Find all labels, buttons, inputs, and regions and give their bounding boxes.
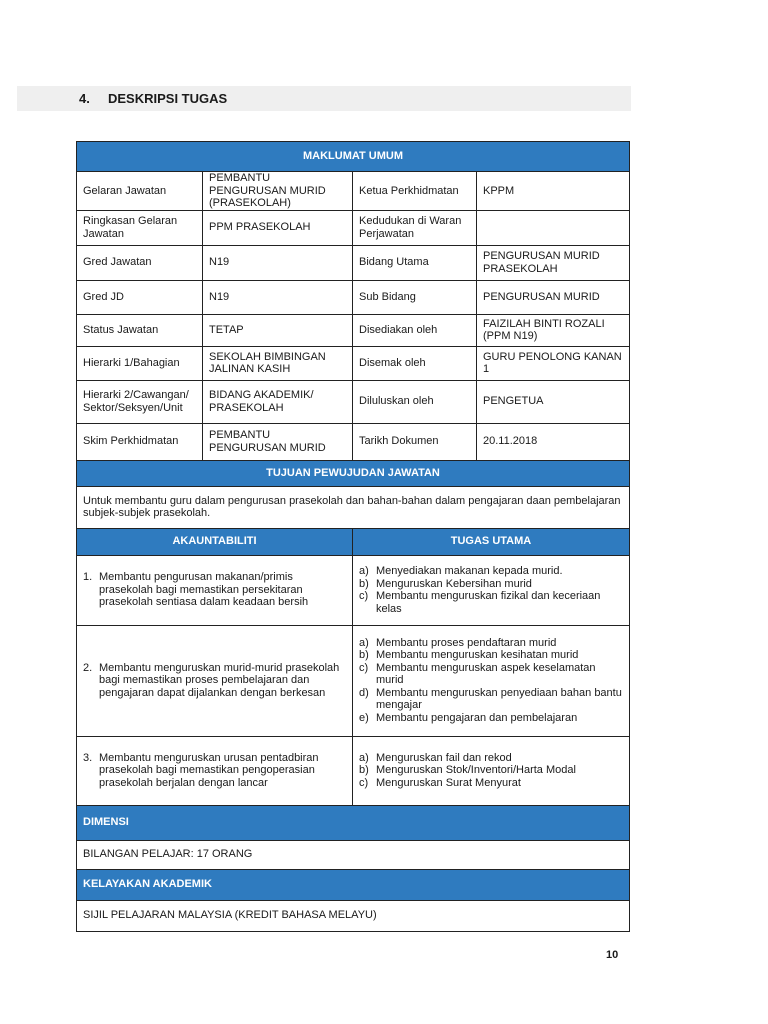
info-row (77, 280, 630, 314)
task-marker: a) (359, 636, 369, 649)
info-label: Ketua Perkhidmatan (353, 172, 477, 211)
info-value: PENGETUA (477, 380, 630, 423)
info-value: KPPM (477, 172, 630, 211)
job-description-table (76, 141, 630, 932)
task-marker: b) (359, 764, 369, 777)
tujuan-text: Untuk membantu guru dalam pengurusan prasekolah dan bahan-bahan dalam pengajaran daan pembelajaran subjek-subjek prasekolah. (77, 486, 630, 528)
task-text: Membantu menguruskan kesihatan murid (376, 649, 579, 662)
info-value: PENGURUSAN MURID PRASEKOLAH (477, 245, 630, 280)
info-value: TETAP (203, 314, 353, 346)
item-number: 1. (83, 571, 93, 584)
tugas-cell (353, 555, 630, 625)
task-text: Menguruskan fail dan rekod (376, 751, 512, 764)
task-item (359, 578, 623, 591)
akauntabiliti-item (83, 752, 346, 790)
akauntabiliti-row (77, 555, 630, 625)
info-label: Hierarki 2/Cawangan/ Sektor/Seksyen/Unit (77, 380, 203, 423)
task-item (359, 662, 623, 687)
task-marker: c) (359, 776, 369, 789)
info-row (77, 314, 630, 346)
task-item (359, 752, 623, 765)
section-title: DESKRIPSI TUGAS (108, 91, 228, 106)
akauntabiliti-item (83, 571, 346, 609)
info-label: Gred JD (77, 280, 203, 314)
info-value: 20.11.2018 (477, 423, 630, 460)
info-label: Sub Bidang (353, 280, 477, 314)
info-value: N19 (203, 245, 353, 280)
item-number: 2. (83, 661, 93, 674)
kelayakan-text: SIJIL PELAJARAN MALAYSIA (KREDIT BAHASA MELAYU) (77, 900, 630, 931)
info-row (77, 245, 630, 280)
task-text: Menyediakan makanan kepada murid. (376, 565, 563, 577)
task-marker: c) (359, 661, 369, 674)
info-label: Hierarki 1/Bahagian (77, 346, 203, 380)
item-text: Membantu menguruskan murid-murid prasekolah bagi memastikan proses pembelajaran dan pengajaran dapat dijalankan dengan berkesan (99, 661, 340, 699)
info-row (77, 210, 630, 245)
akauntabiliti-row (77, 736, 630, 805)
info-label: Ringkasan Gelaran Jawatan (77, 210, 203, 245)
task-item (359, 590, 623, 615)
info-value: FAIZILAH BINTI ROZALI (PPM N19) (477, 314, 630, 346)
info-label: Kedudukan di Waran Perjawatan (353, 210, 477, 245)
info-label: Tarikh Dokumen (353, 423, 477, 460)
tugas-cell (353, 736, 630, 805)
info-value: GURU PENOLONG KANAN 1 (477, 346, 630, 380)
task-text: Menguruskan Stok/Inventori/Harta Modal (376, 764, 576, 777)
task-text: Membantu menguruskan aspek keselamatan murid (376, 661, 596, 687)
info-label: Disemak oleh (353, 346, 477, 380)
page-number: 10 (606, 949, 619, 961)
task-item (359, 565, 623, 578)
info-label: Skim Perkhidmatan (77, 423, 203, 460)
task-text: Menguruskan Kebersihan murid (376, 577, 532, 590)
info-value: PENGURUSAN MURID (477, 280, 630, 314)
task-item (359, 687, 623, 712)
task-marker: c) (359, 590, 369, 602)
task-text: Membantu menguruskan penyediaan bahan bantu mengajar (376, 686, 622, 712)
tugas-cell (353, 625, 630, 736)
task-item (359, 637, 623, 650)
dimensi-header: DIMENSI (77, 805, 630, 840)
item-text: Membantu pengurusan makanan/primis prasekolah bagi memastikan persekitaran prasekolah sentiasa dalam keadaan bersih (99, 571, 309, 609)
item-text: Membantu menguruskan urusan pentadbiran prasekolah bagi memastikan pengoperasian prasekolah berjalan dengan lancar (99, 751, 319, 789)
task-marker: b) (359, 577, 369, 590)
maklumat-umum-header: MAKLUMAT UMUM (77, 142, 630, 172)
info-label: Status Jawatan (77, 314, 203, 346)
info-label: Gelaran Jawatan (77, 172, 203, 211)
info-value: PPM PRASEKOLAH (203, 210, 353, 245)
task-marker: b) (359, 649, 369, 662)
tugas-utama-header: TUGAS UTAMA (353, 528, 630, 555)
tujuan-header: TUJUAN PEWUJUDAN JAWATAN (77, 460, 630, 486)
task-text: Menguruskan Surat Menyurat (376, 776, 521, 789)
akauntabiliti-row (77, 625, 630, 736)
info-label: Gred Jawatan (77, 245, 203, 280)
task-text: Membantu menguruskan fizikal dan keceriaan kelas (376, 590, 601, 615)
task-marker: a) (359, 751, 369, 764)
info-value: PEMBANTU PENGURUSAN MURID (203, 423, 353, 460)
akauntabiliti-cell (77, 736, 353, 805)
task-item (359, 712, 623, 725)
task-marker: e) (359, 711, 369, 724)
info-row (77, 380, 630, 423)
task-marker: d) (359, 686, 369, 699)
info-row (77, 346, 630, 380)
task-item (359, 649, 623, 662)
info-value: BIDANG AKADEMIK/ PRASEKOLAH (203, 380, 353, 423)
info-value (477, 210, 630, 245)
info-label: Diluluskan oleh (353, 380, 477, 423)
info-row (77, 423, 630, 460)
info-row (77, 172, 630, 211)
akauntabiliti-cell (77, 625, 353, 736)
task-item (359, 764, 623, 777)
dimensi-text: BILANGAN PELAJAR: 17 ORANG (77, 840, 630, 869)
akauntabiliti-header: AKAUNTABILITI (77, 528, 353, 555)
akauntabiliti-item (83, 662, 346, 700)
task-marker: a) (359, 565, 369, 577)
info-label: Bidang Utama (353, 245, 477, 280)
section-number: 4. (79, 91, 90, 106)
info-value: SEKOLAH BIMBINGAN JALINAN KASIH (203, 346, 353, 380)
kelayakan-header: KELAYAKAN AKADEMIK (77, 869, 630, 900)
info-value: PEMBANTU PENGURUSAN MURID (PRASEKOLAH) (203, 172, 353, 211)
info-value: N19 (203, 280, 353, 314)
task-text: Membantu proses pendaftaran murid (376, 636, 557, 649)
item-number: 3. (83, 751, 93, 764)
akauntabiliti-cell (77, 555, 353, 625)
task-item (359, 777, 623, 790)
info-label: Disediakan oleh (353, 314, 477, 346)
task-text: Membantu pengajaran dan pembelajaran (376, 711, 578, 724)
